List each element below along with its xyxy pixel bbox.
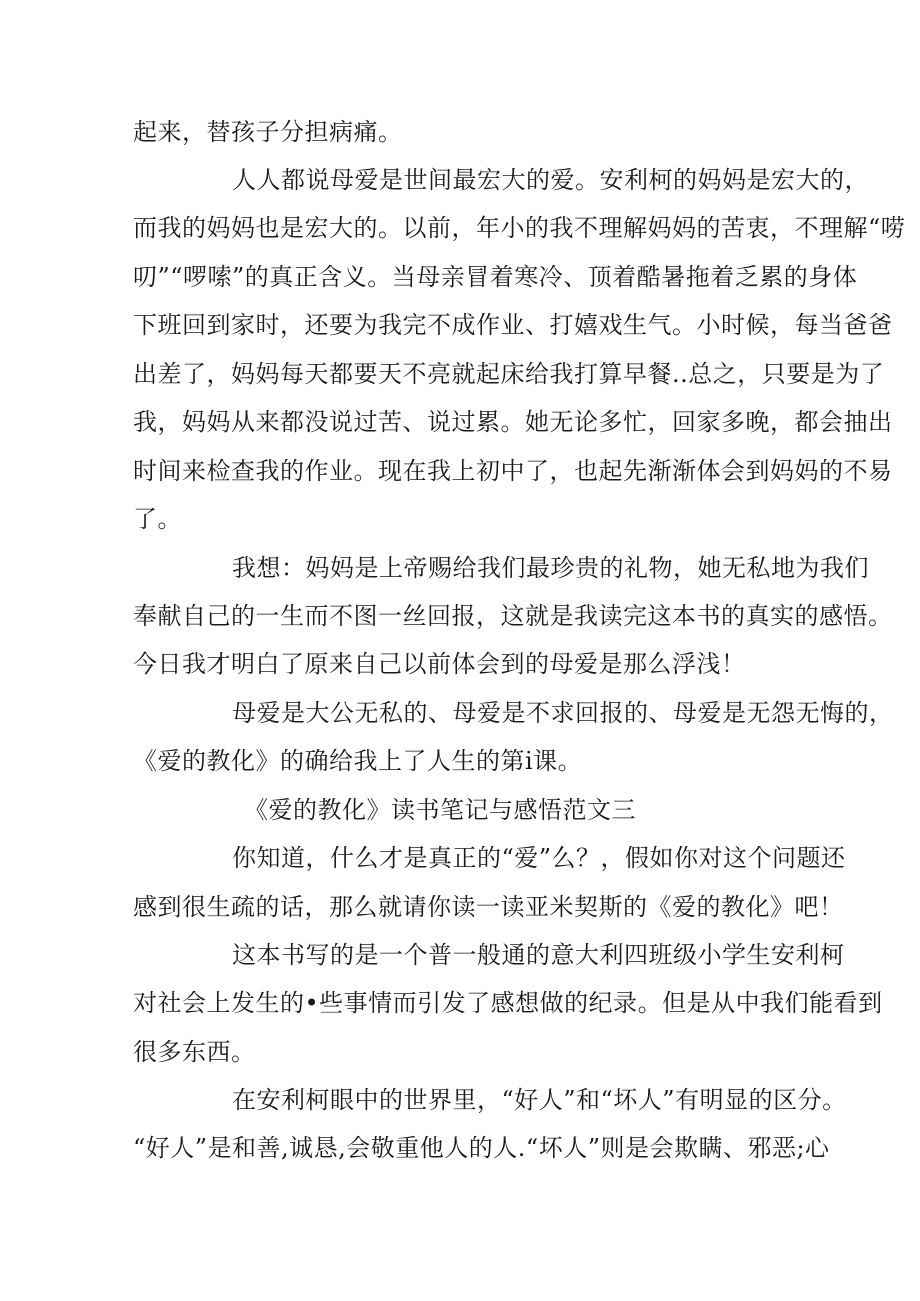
paragraph-first-line: 你知道，什么才是真正的“爱”么？，假如你对这个问题还: [232, 844, 846, 872]
paragraph-first-line: 在安利柯眼中的世界里，“好人”和“坏人”有明显的区分。: [232, 1086, 847, 1114]
text-line: 今日我才明白了原来自己以前体会到的母爱是那么浮浅！: [133, 650, 746, 678]
text-line: 叨”“啰嗦”的真正含义。当母亲冒着寒冷、顶着酷暑拖着乏累的身体: [133, 263, 858, 291]
text-line: 很多东西。: [133, 1038, 256, 1066]
paragraph-first-line: 我想：妈妈是上帝赐给我们最珍贵的礼物，她无私地为我们: [232, 554, 869, 582]
paragraph-first-line: 人人都说母爱是世间最宏大的爱。安利柯的妈妈是宏大的，: [232, 166, 869, 194]
text-line: “好人”是和善,诚恳,会敬重他人的人.“坏人”则是会欺瞒、邪恶;心: [133, 1134, 830, 1162]
text-line: 而我的妈妈也是宏大的。以前，年小的我不理解妈妈的苦衷，不理解“唠: [133, 214, 906, 242]
text-line: 时间来检查我的作业。现在我上初中了，也起先渐渐体会到妈妈的不易: [133, 457, 893, 485]
text-line: 下班回到家时，还要为我完不成作业、打嬉戏生气。小时候，每当爸爸: [133, 311, 893, 339]
section-heading: 《爱的教化》读书笔记与感悟范文三: [244, 796, 636, 824]
text-line: 对社会上发生的•些事情而引发了感想做的纪录。但是从中我们能看到: [133, 989, 883, 1017]
text-line: 我，妈妈从来都没说过苦、说过累。她无论多忙，回家多晚，都会抽出: [133, 408, 893, 436]
text-line: 奉献自己的一生而不图一丝回报，这就是我读完这本书的真实的感悟。: [133, 602, 893, 630]
paragraph-first-line: 母爱是大公无私的、母爱是不求回报的、母爱是无怨无悔的，: [232, 699, 894, 727]
text-line: 出差了，妈妈每天都要天不亮就起床给我打算早餐..总之，只要是为了: [133, 360, 885, 388]
text-line: 《爱的教化》的确给我上了人生的第i课。: [133, 747, 583, 775]
text-line: 了。: [133, 505, 182, 533]
text-line: 起来，替孩子分担病痛。: [133, 118, 403, 146]
text-line: 感到很生疏的话，那么就请你读一读亚米契斯的《爱的教化》吧！: [133, 893, 844, 921]
paragraph-first-line: 这本书写的是一个普一般通的意大利四班级小学生安利柯: [232, 941, 845, 969]
